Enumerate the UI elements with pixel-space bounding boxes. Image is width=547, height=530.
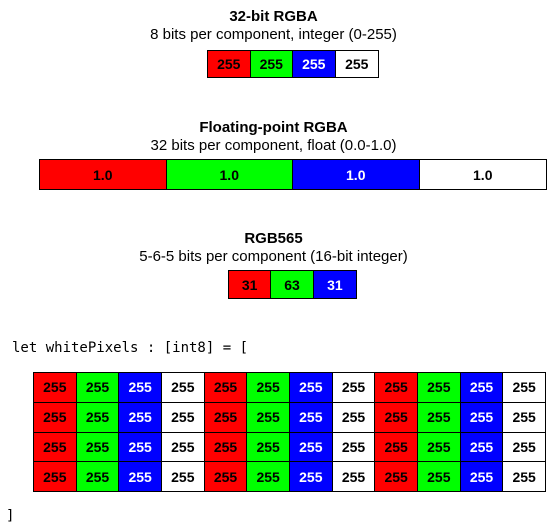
pixel-alpha-cell: 255 [333,403,376,433]
rgba32-section [0,8,547,44]
pixel-red-cell: 255 [34,433,77,463]
rgba32-red-cell: 255 [208,51,251,77]
float-green-cell: 1.0 [167,160,294,189]
float-rgba-section [0,119,547,155]
code-open-line: let whitePixels : [int8] = [ [12,340,249,356]
rgba32-subtitle: 8 bits per component, integer (0-255) [150,26,397,43]
pixel-green-cell: 255 [247,403,290,433]
pixel-blue-cell: 255 [461,433,504,463]
float-alpha-cell: 1.0 [420,160,547,189]
white-pixels-grid [33,372,546,492]
pixel-green-cell: 255 [418,433,461,463]
pixel-blue-cell: 255 [461,373,504,403]
pixel-red-cell: 255 [34,373,77,403]
rgb565-strip [228,270,357,299]
pixel-green-cell: 255 [247,433,290,463]
rgb565-title: RGB565 [244,230,303,247]
pixel-green-cell: 255 [77,373,120,403]
rgb565-red-cell: 31 [229,271,271,298]
rgb565-green-cell: 63 [271,271,313,298]
pixel-green-cell: 255 [418,462,461,492]
pixel-red-cell: 255 [375,462,418,492]
pixel-blue-cell: 255 [290,403,333,433]
pixel-blue-cell: 255 [119,373,162,403]
rgba32-green-cell: 255 [251,51,294,77]
rgba32-title: 32-bit RGBA [229,8,318,25]
float-blue-cell: 1.0 [293,160,420,189]
pixel-alpha-cell: 255 [503,462,546,492]
pixel-blue-cell: 255 [119,462,162,492]
pixel-red-cell: 255 [375,403,418,433]
pixel-alpha-cell: 255 [503,403,546,433]
pixel-blue-cell: 255 [461,462,504,492]
pixel-red-cell: 255 [205,373,248,403]
pixel-blue-cell: 255 [290,462,333,492]
float-rgba-subtitle: 32 bits per component, float (0.0-1.0) [150,137,397,154]
pixel-alpha-cell: 255 [333,433,376,463]
rgba32-strip [207,50,379,78]
pixel-red-cell: 255 [205,403,248,433]
pixel-green-cell: 255 [247,462,290,492]
pixel-alpha-cell: 255 [162,462,205,492]
pixel-alpha-cell: 255 [333,462,376,492]
pixel-alpha-cell: 255 [503,373,546,403]
rgba32-blue-cell: 255 [293,51,336,77]
pixel-alpha-cell: 255 [503,433,546,463]
pixel-blue-cell: 255 [461,403,504,433]
pixel-green-cell: 255 [77,433,120,463]
pixel-red-cell: 255 [34,403,77,433]
pixel-red-cell: 255 [205,433,248,463]
pixel-blue-cell: 255 [119,403,162,433]
pixel-blue-cell: 255 [290,373,333,403]
pixel-green-cell: 255 [418,373,461,403]
rgba32-alpha-cell: 255 [336,51,378,77]
pixel-alpha-cell: 255 [333,373,376,403]
pixel-green-cell: 255 [247,373,290,403]
code-close-line: ] [6,508,15,524]
pixel-blue-cell: 255 [119,433,162,463]
pixel-red-cell: 255 [34,462,77,492]
pixel-red-cell: 255 [375,433,418,463]
pixel-red-cell: 255 [375,373,418,403]
float-red-cell: 1.0 [40,160,167,189]
rgb565-blue-cell: 31 [314,271,356,298]
pixel-red-cell: 255 [205,462,248,492]
rgb565-section [0,230,547,266]
pixel-alpha-cell: 255 [162,373,205,403]
pixel-green-cell: 255 [77,403,120,433]
pixel-alpha-cell: 255 [162,403,205,433]
pixel-green-cell: 255 [77,462,120,492]
float-rgba-strip [39,159,547,190]
pixel-blue-cell: 255 [290,433,333,463]
rgb565-subtitle: 5-6-5 bits per component (16-bit integer) [139,248,408,265]
float-rgba-title: Floating-point RGBA [199,119,348,136]
pixel-green-cell: 255 [418,403,461,433]
pixel-alpha-cell: 255 [162,433,205,463]
